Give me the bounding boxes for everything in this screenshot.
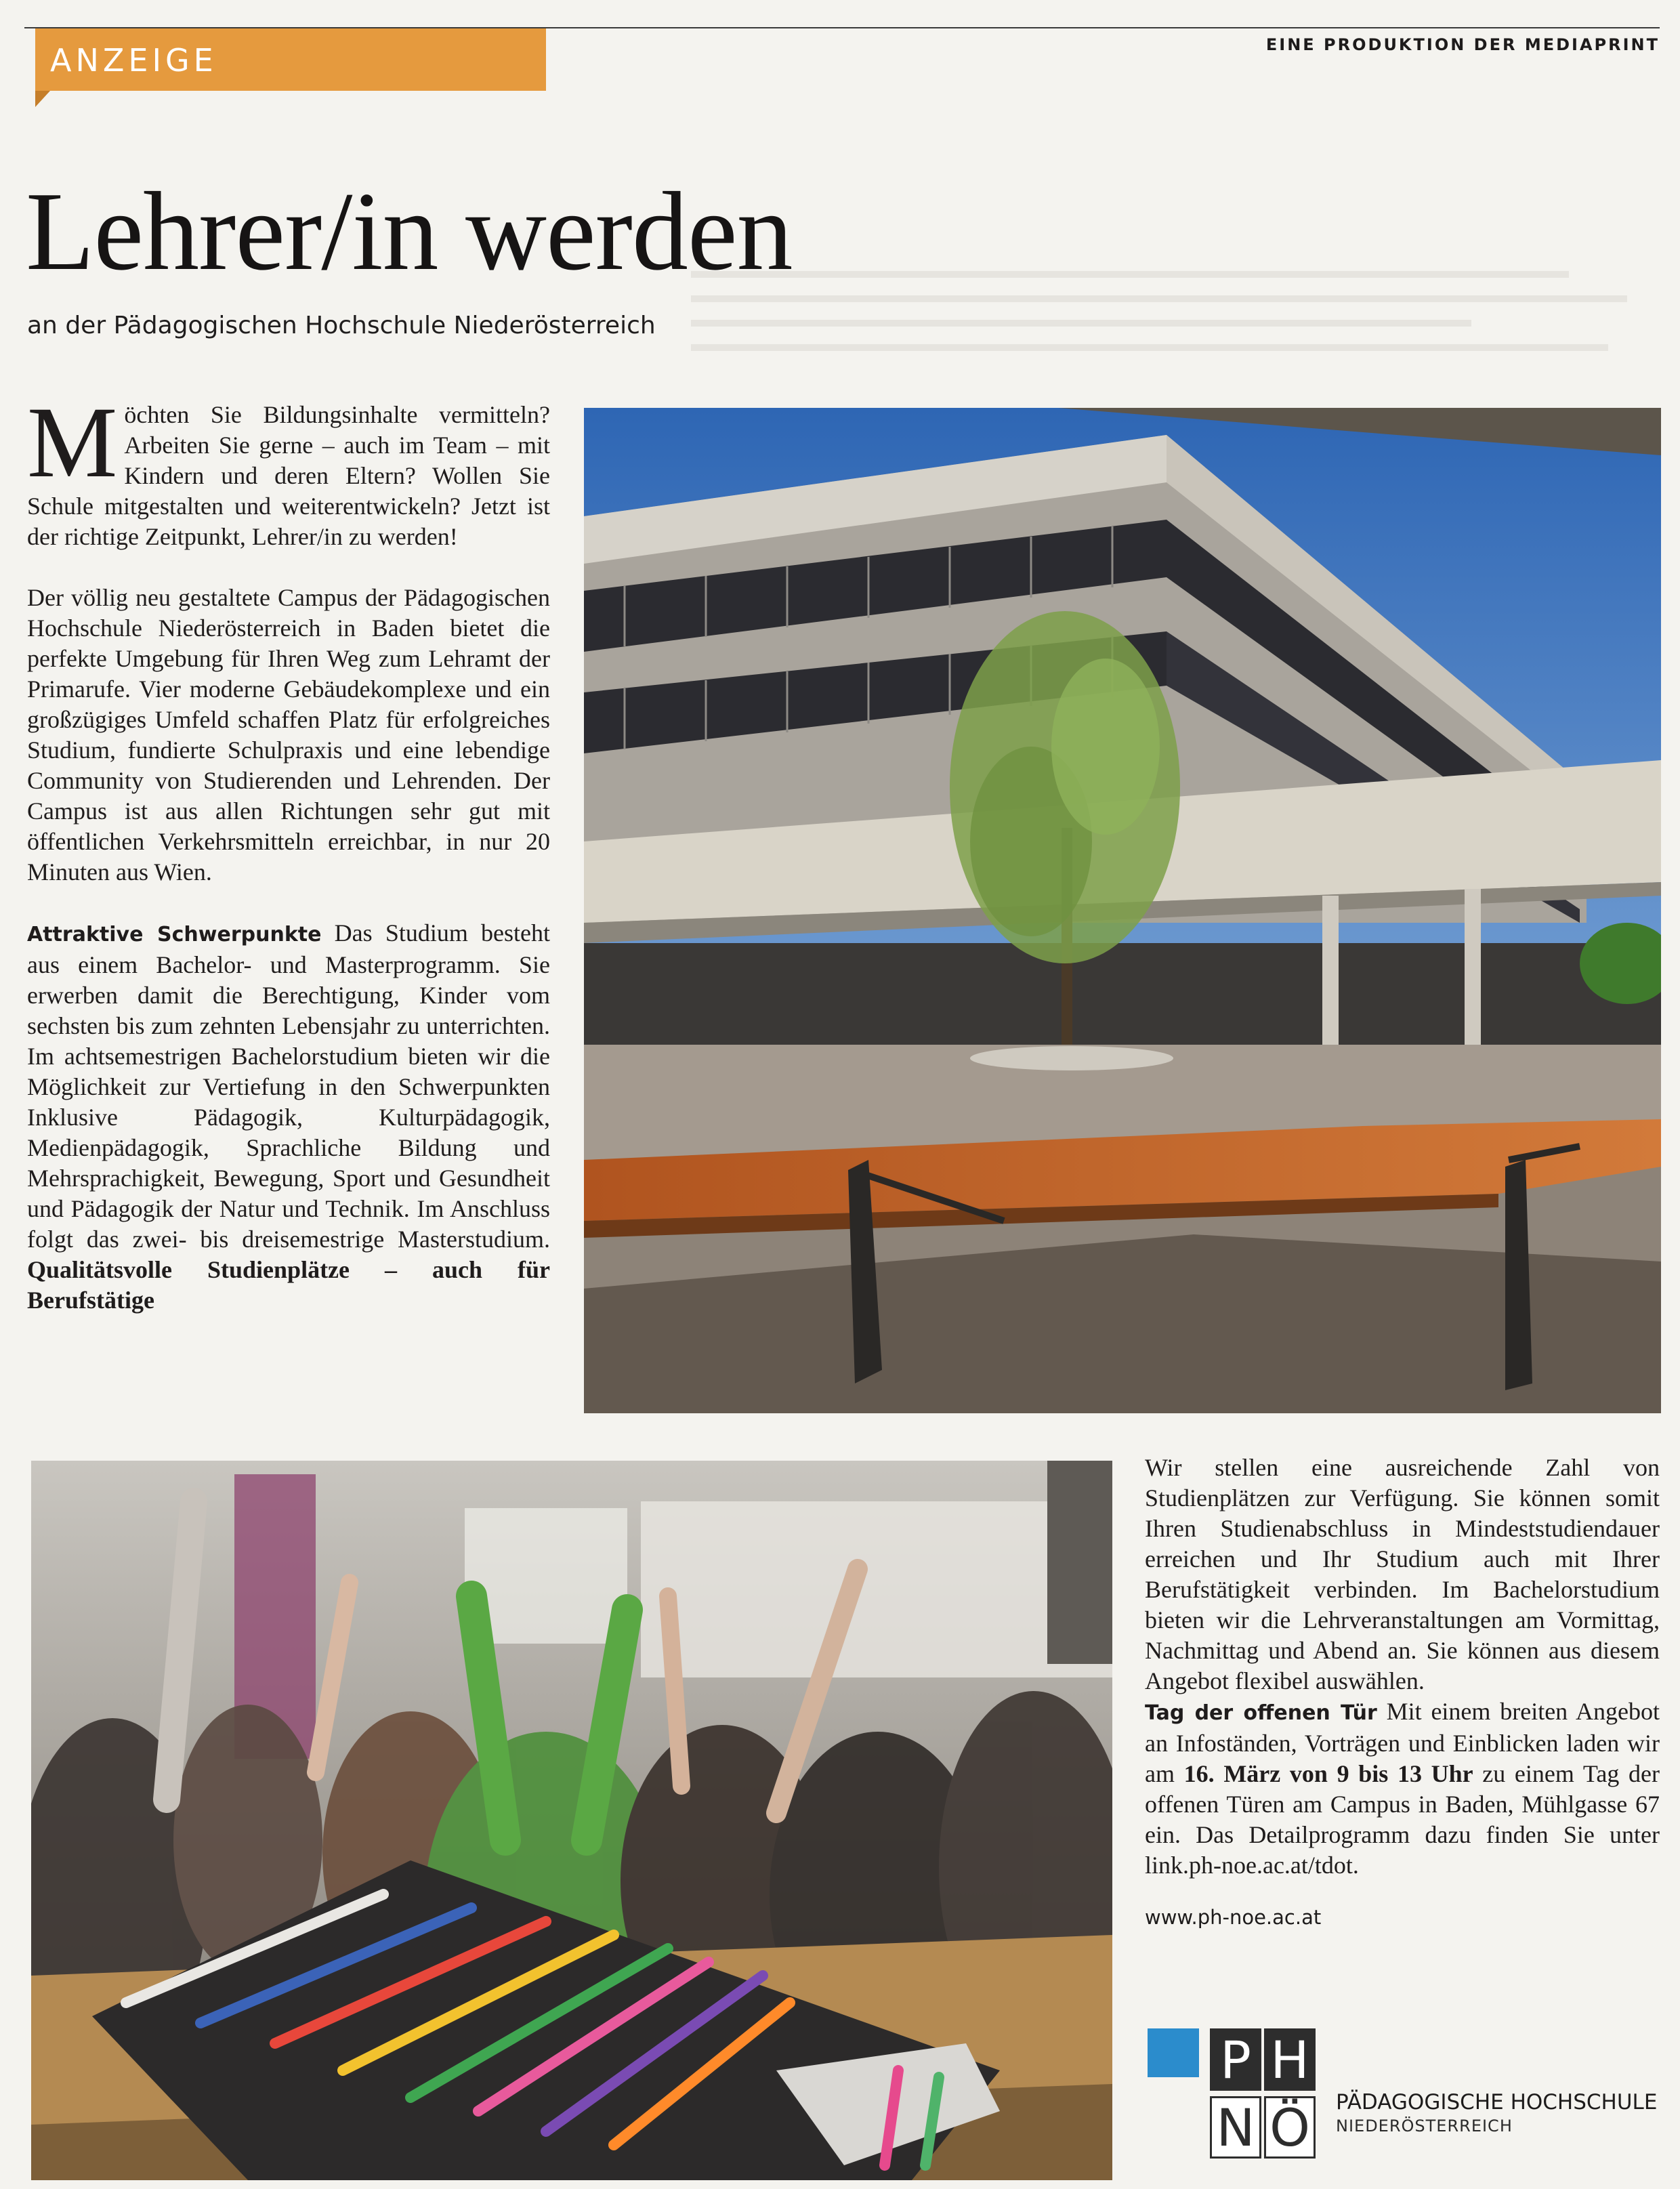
ad-badge: ANZEIGE: [35, 28, 546, 91]
drop-cap: M: [27, 386, 118, 499]
right-column: [1145, 1453, 1660, 2001]
focus-paragraph: [27, 918, 550, 1316]
focus-kicker: Attraktive Schwerpunkte: [27, 923, 322, 946]
ad-badge-tail: [35, 91, 50, 107]
classroom-photo: [31, 1461, 1112, 2180]
places-text: Wir stellen eine ausreichende Zahl von Studienplätzen zur Verfügung. Sie können somit Ihren Studienabschluss in Mindeststudiendauer erreichen und Ihr Studium auch mit Ihrer Berufstätigkeit verbinden. Im Bachelorstudium bieten wir die Lehrveranstaltungen am Vormittag, Nachmittag und Abend an. Sie können aus diesem Angebot flexibel auswählen.: [1145, 1454, 1660, 1694]
left-column: [27, 386, 551, 1424]
logo-letter-n: N: [1210, 2096, 1261, 2159]
intro-paragraph: [27, 386, 550, 552]
openday-date: 16. März von 9 bis 13 Uhr: [1183, 1760, 1473, 1787]
website-line: [1145, 1901, 1660, 1933]
focus-text: Das Studium besteht aus einem Bachelor- und Masterprogramm. Sie erwerben damit die Berechtigung, Kinder vom sechsten bis zum zehnten Lebensjahr zu unterrichten. Im achtsemestrigen Bachelorstudium bieten wir die Möglichkeit zur Vertiefung in den Schwerpunkten Inklusive Pädagogik, Kulturpädagogik, Medienpädagogik, Sprachliche Bildung und Mehrsprachigkeit, Bewegung, Sport und Gesundheit und Pädagogik der Natur und Technik. Im Anschluss folgt das zwei- bis dreisemestrige Masterstudium.: [27, 919, 551, 1253]
logo-line-2: NIEDERÖSTERREICH: [1336, 2116, 1513, 2135]
openday-kicker: Tag der offenen Tür: [1145, 1701, 1377, 1725]
logo-letter-p: P: [1210, 2028, 1261, 2091]
ph-noe-logo: [1148, 2028, 1317, 2160]
logo-line-1: PÄDAGOGISCHE HOCHSCHULE: [1336, 2090, 1658, 2114]
logo-blue-square: [1148, 2028, 1199, 2077]
campus-photo-illustration: [584, 408, 1661, 1413]
page-title: Lehrer/in werden: [26, 169, 793, 293]
bleed-through-lines: [691, 271, 1666, 393]
subtitle: an der Pädagogischen Hochschule Niederösterreich: [27, 312, 656, 339]
intro-text: öchten Sie Bildungsinhalte vermitteln? Arbeiten Sie gerne – auch im Team – mit Kindern und deren Eltern? Wollen Sie Schule mitgestalten und weiterentwickeln? Jetzt ist der richtige Zeitpunkt, Lehrer/in zu werden!: [27, 401, 550, 550]
classroom-photo-illustration: [31, 1461, 1112, 2180]
logo-wordmark: [1336, 2089, 1657, 2136]
campus-paragraph: Der völlig neu gestaltete Campus der Pädagogischen Hochschule Niederösterreich in Baden bietet die perfekte Umgebung für Ihren Weg zum Lehramt der Primarufe. Vier moderne Gebäudekomplexe und ein großzügiges Umfeld schaffen Platz für erfolgreiches Studium, fundierte Schulpraxis und eine lebendige Community von Studierenden und Lehrenden. Der Campus ist aus allen Richtungen sehr gut mit öffentlichen Verkehrsmitteln erreichbar, in nur 20 Minuten aus Wien.: [27, 584, 550, 885]
focus-bold-tail: Qualitätsvolle Studienplätze – auch für Berufstätige: [27, 1256, 550, 1314]
openday-text-a: Mit einem breiten Angebot an Infoständen, Vorträgen und Einblicken laden wir am: [1145, 1698, 1660, 1787]
production-credit: EINE PRODUKTION DER MEDIAPRINT: [1265, 35, 1660, 54]
logo-letter-oe: Ö: [1264, 2096, 1316, 2159]
openday-text-b: zu einem Tag der offenen Türen am Campus in Baden, Mühlgasse 67 ein. Das Detailprogramm dazu finden Sie unter link.ph-noe.ac.at/tdot.: [1145, 1760, 1660, 1879]
logo-letter-h: H: [1264, 2028, 1316, 2091]
places-paragraph: [1145, 1453, 1660, 1881]
campus-photo: [584, 408, 1661, 1413]
website-link[interactable]: www.ph-noe.ac.at: [1145, 1906, 1322, 1929]
